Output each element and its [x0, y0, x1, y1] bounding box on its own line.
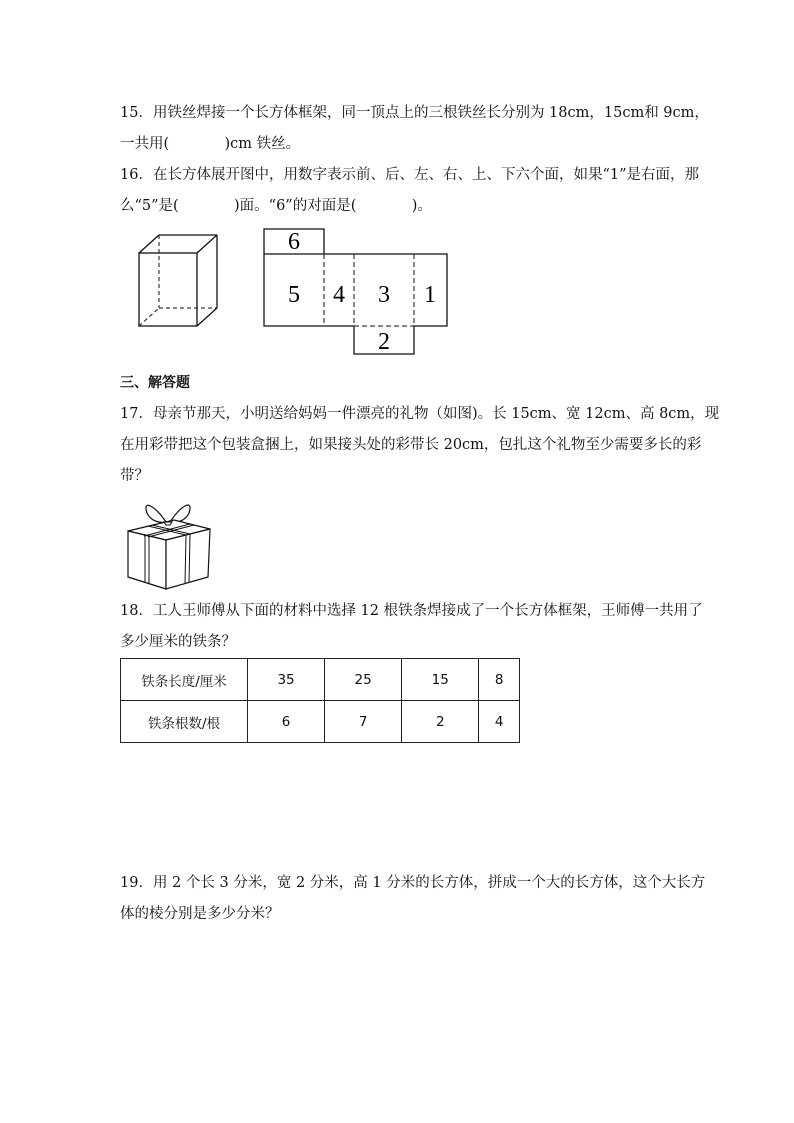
- q19-line1: 19．用 2 个长 3 分米，宽 2 分米，高 1 分米的长方体，拼成一个大的长方体，这个大长方: [120, 875, 706, 891]
- table-cell: 35: [248, 659, 325, 701]
- q16-line1: 16．在长方体展开图中，用数字表示前、后、左、右、上、下六个面，如果“1”是右面，那: [120, 167, 699, 183]
- q17-line3: 带？: [120, 468, 149, 484]
- material-table: [120, 658, 520, 743]
- net-face-label: 4: [333, 282, 345, 308]
- table-cell: 2: [402, 701, 479, 743]
- table-cell: 6: [248, 701, 325, 743]
- q18-line1: 18．工人王师傅从下面的材料中选择 12 根铁条焊接成了一个长方体框架，王师傅一共用了: [120, 603, 703, 619]
- table-cell: 25: [325, 659, 402, 701]
- cuboid-net-figure: [263, 228, 449, 356]
- net-face-label: 5: [288, 282, 300, 308]
- table-cell: 4: [479, 701, 520, 743]
- table-cell: 7: [325, 701, 402, 743]
- cuboid-figure: [138, 234, 220, 328]
- net-face-label: 1: [424, 282, 436, 308]
- table-row: [121, 659, 520, 701]
- table-row-header: 铁条长度/厘米: [121, 659, 248, 701]
- q17-line1: 17．母亲节那天，小明送给妈妈一件漂亮的礼物（如图)。长 15cm、宽 12cm、高 8cm，现: [120, 406, 720, 422]
- q16-line2: 么“5”是( )面。“6”的对面是( )。: [120, 198, 432, 214]
- gift-box-figure: [126, 495, 212, 591]
- section-heading: 三、解答题: [120, 375, 190, 391]
- table-row: [121, 701, 520, 743]
- q18-line2: 多少厘米的铁条？: [120, 634, 236, 650]
- q15-line1: 15．用铁丝焊接一个长方体框架，同一顶点上的三根铁丝长分别为 18cm，15cm和 9cm，: [120, 105, 709, 121]
- q15-line2: 一共用( )cm 铁丝。: [120, 136, 301, 152]
- table-row-header: 铁条根数/根: [121, 701, 248, 743]
- table-cell: 8: [479, 659, 520, 701]
- q19-line2: 体的棱分别是多少分米？: [120, 906, 280, 922]
- net-face-label: 6: [288, 229, 300, 255]
- q17-line2: 在用彩带把这个包装盒捆上，如果接头处的彩带长 20cm，包扎这个礼物至少需要多长的彩: [120, 437, 702, 453]
- net-face-label: 2: [378, 329, 390, 355]
- net-face-label: 3: [378, 282, 390, 308]
- table-cell: 15: [402, 659, 479, 701]
